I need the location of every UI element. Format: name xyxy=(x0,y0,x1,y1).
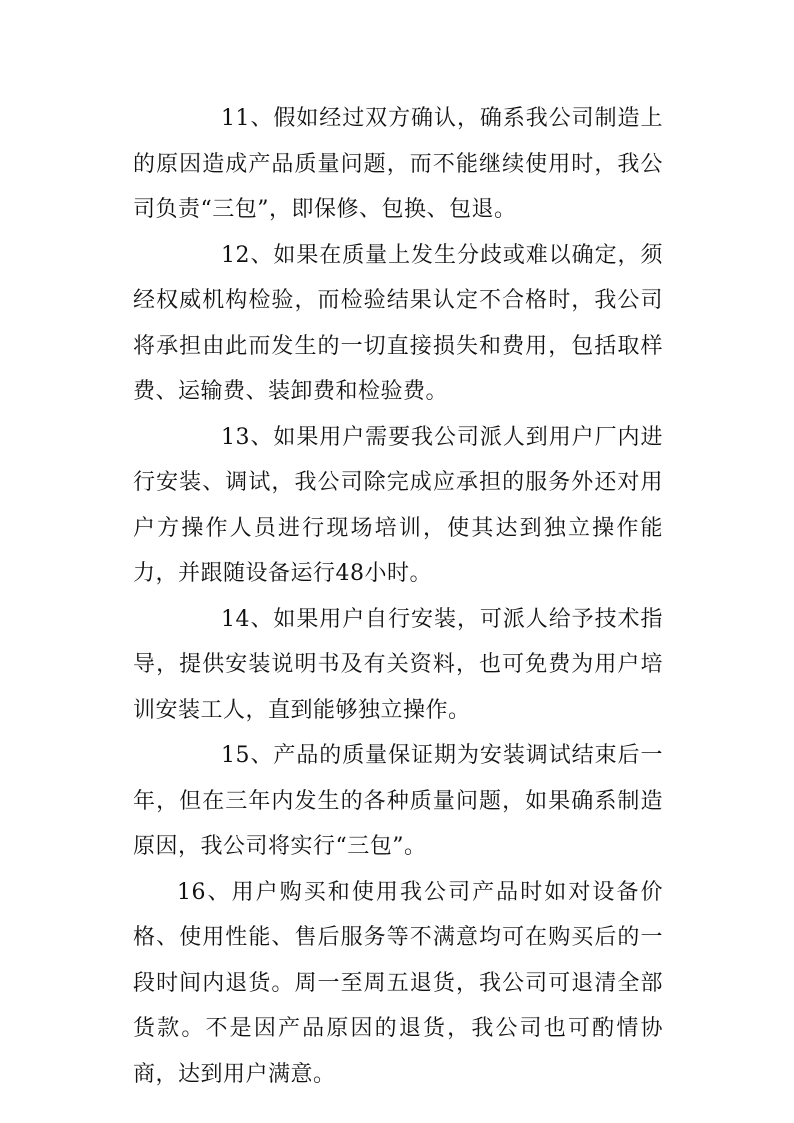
paragraph-15: 15、产品的质量保证期为安装调试结束后一年，但在三年内发生的各种质量问题，如果确系制造原因，我公司将实行“三包”。 xyxy=(133,743,663,859)
paragraph-11: 11、假如经过双方确认，确系我公司制造上的原因造成产品质量问题，而不能继续使用时，我公司负责“三包”，即保修、包换、包退。 xyxy=(133,106,663,222)
paragraph-16: 16、用户购买和使用我公司产品时如对设备价格、使用性能、售后服务等不满意均可在购买后的一段时间内退货。周一至周五退货，我公司可退清全部货款。不是因产品原因的退货，我公司也可酌情协商，达到用户满意。 xyxy=(133,879,663,1087)
paragraph-14: 14、如果用户自行安装，可派人给予技术指导，提供安装说明书及有关资料，也可免费为用户培训安装工人，直到能够独立操作。 xyxy=(133,606,663,723)
paragraph-12: 12、如果在质量上发生分歧或难以确定，须经权威机构检验，而检验结果认定不合格时，我公司将承担由此而发生的一切直接损失和费用，包括取样费、运输费、装卸费和检验费。 xyxy=(133,242,663,404)
paragraph-13: 13、如果用户需要我公司派人到用户厂内进行安装、调试，我公司除完成应承担的服务外还对用户方操作人员进行现场培训，使其达到独立操作能力，并跟随设备运行48小时。 xyxy=(133,424,663,586)
document-body xyxy=(133,96,663,1097)
